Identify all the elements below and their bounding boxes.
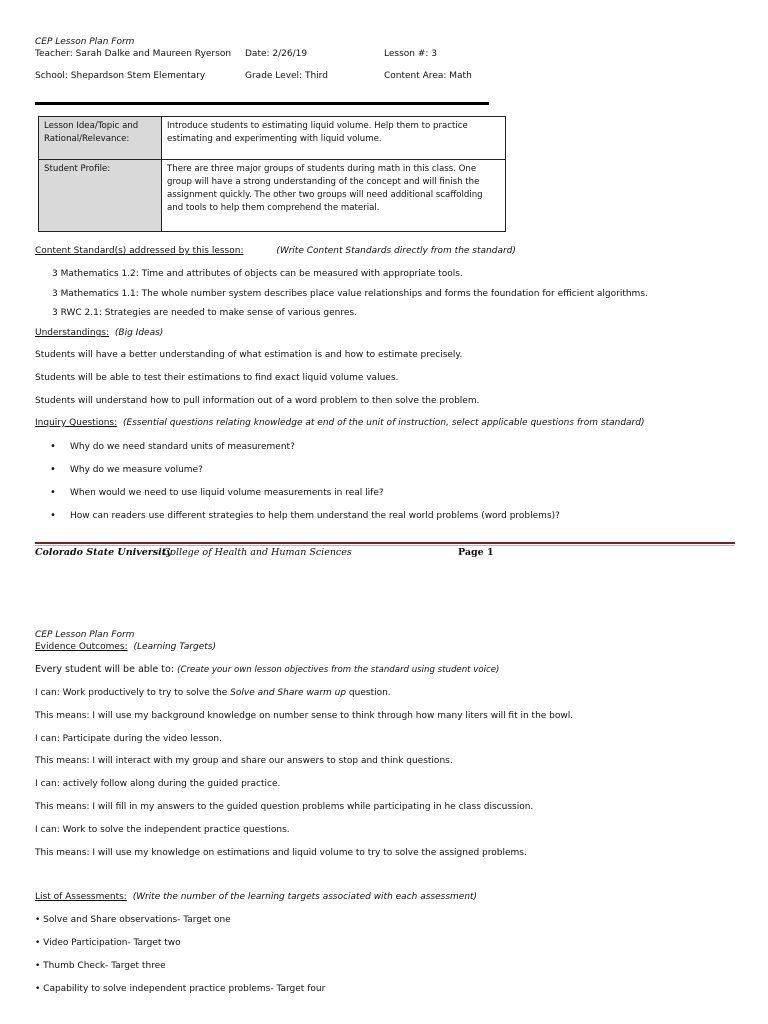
lesson-idea-value: Introduce students to estimating liquid volume. Help them to practice estimating and experimenting with liquid volume. <box>162 117 506 160</box>
form-title-page2: CEP Lesson Plan Form <box>35 630 135 640</box>
inquiry-heading-row <box>35 418 644 429</box>
understandings-heading-row <box>35 328 163 339</box>
target-label: I can <box>35 825 57 835</box>
target-text: : I will fill in my answers to the guided question problems while participating in he class discussion. <box>86 802 534 812</box>
inquiry-question: Why do we measure volume? <box>70 465 203 475</box>
content-area-field: Content Area: Math <box>384 71 472 81</box>
every-student-row <box>35 664 499 676</box>
target-label: I can <box>35 734 57 744</box>
date-field: Date: 2/26/19 <box>245 49 308 59</box>
understanding-item: Students will have a better understanding of what estimation is and how to estimate precisely. <box>35 350 463 360</box>
bullet-icon: • <box>50 464 56 475</box>
understandings-heading: Understandings: <box>35 328 110 338</box>
footer-divider <box>35 542 735 544</box>
header-divider <box>35 102 489 105</box>
inquiry-note: (Essential questions relating knowledge at end of the unit of instruction, select applicable questions from standard) <box>123 418 645 428</box>
target-tail: question. <box>346 688 391 698</box>
target-label: This means <box>35 711 87 721</box>
understandings-note: (Big Ideas) <box>114 328 164 338</box>
target-label: I can <box>35 688 57 698</box>
target-emphasis: Solve and Share warm up <box>230 688 347 698</box>
target-label: This means <box>35 802 87 812</box>
assessments-note: (Write the number of the learning targets associated with each assessment) <box>132 892 478 902</box>
assessments-heading-row <box>35 892 477 903</box>
target-label: I can <box>35 779 57 789</box>
assessments-heading: List of Assessments: <box>35 892 127 902</box>
footer-page-number: Page 1 <box>458 547 494 558</box>
target-label: This means <box>35 848 87 858</box>
school-field: School: Shepardson Stem Elementary <box>35 71 206 81</box>
assessment-item: • Thumb Check- Target three <box>35 961 166 971</box>
standards-heading: Content Standard(s) addressed by this lesson: <box>35 246 244 256</box>
standard-item: 3 Mathematics 1.1: The whole number system describes place value relationships and forms the foundation for efficient algorithms. <box>52 289 648 299</box>
lesson-number-field: Lesson #: 3 <box>384 49 438 59</box>
target-text: : I will use my knowledge on estimations and liquid volume to try to solve the assigned problems. <box>86 848 527 858</box>
target-line <box>35 802 533 813</box>
target-line <box>35 688 391 699</box>
target-text: : Participate during the video lesson. <box>56 734 222 744</box>
student-profile-value: There are three major groups of students during math in this class. One group will have a strong understanding of the concept and will finish the assignment quickly. The other two groups will need additional scaffolding and tools to help them comprehend the material. <box>162 160 506 232</box>
every-student-colon: : <box>170 664 175 675</box>
standard-item: 3 Mathematics 1.2: Time and attributes of objects can be measured with appropriate tools. <box>52 269 463 279</box>
assessment-item: • Video Participation- Target two <box>35 938 181 948</box>
inquiry-question: Why do we need standard units of measurement? <box>70 442 295 452</box>
inquiry-question: How can readers use different strategies to help them understand the real world problems (word problems)? <box>70 511 560 521</box>
target-text: : I will use my background knowledge on number sense to think through how many liters will fit in the bowl. <box>86 711 574 721</box>
target-line <box>35 734 222 745</box>
evidence-heading: Evidence Outcomes: <box>35 642 128 652</box>
evidence-note: (Learning Targets) <box>133 642 217 652</box>
target-text: : Work to solve the independent practice questions. <box>56 825 290 835</box>
target-line <box>35 756 453 767</box>
grade-level-field: Grade Level: Third <box>245 71 328 81</box>
student-profile-label: Student Profile: <box>39 160 162 232</box>
footer-college: College of Health and Human Sciences <box>163 547 352 558</box>
evidence-heading-row <box>35 642 216 653</box>
footer-university: Colorado State University <box>35 547 172 558</box>
target-label: This means <box>35 756 87 766</box>
target-text: : Work productively to try to solve the <box>56 688 231 698</box>
every-student-lead: Every student will be able to <box>35 664 171 675</box>
standards-note: (Write Content Standards directly from the standard) <box>276 246 516 256</box>
lesson-idea-label: Lesson Idea/Topic and Rational/Relevance: <box>39 117 162 160</box>
inquiry-heading: Inquiry Questions: <box>35 418 118 428</box>
target-line <box>35 848 527 859</box>
bullet-icon: • <box>50 487 56 498</box>
target-text: : actively follow along during the guided practice. <box>56 779 281 789</box>
understanding-item: Students will be able to test their estimations to find exact liquid volume values. <box>35 373 399 383</box>
inquiry-question: When would we need to use liquid volume measurements in real life? <box>70 488 384 498</box>
standards-heading-row <box>35 246 516 257</box>
footer-divider-shadow <box>35 545 735 546</box>
understanding-item: Students will understand how to pull information out of a word problem to then solve the problem. <box>35 396 480 406</box>
form-title: CEP Lesson Plan Form <box>35 37 135 47</box>
lesson-info-table <box>38 116 506 232</box>
assessment-item: • Capability to solve independent practice problems- Target four <box>35 984 326 994</box>
every-student-note: (Create your own lesson objectives from the standard using student voice) <box>177 665 500 675</box>
target-line <box>35 825 290 836</box>
standard-item: 3 RWC 2.1: Strategies are needed to make sense of various genres. <box>52 308 357 318</box>
target-line <box>35 711 573 722</box>
target-line <box>35 779 280 790</box>
target-text: : I will interact with my group and share our answers to stop and think questions. <box>86 756 453 766</box>
bullet-icon: • <box>50 441 56 452</box>
teacher-field: Teacher: Sarah Dalke and Maureen Ryerson <box>35 49 232 59</box>
bullet-icon: • <box>50 510 56 521</box>
assessment-item: • Solve and Share observations- Target one <box>35 915 231 925</box>
